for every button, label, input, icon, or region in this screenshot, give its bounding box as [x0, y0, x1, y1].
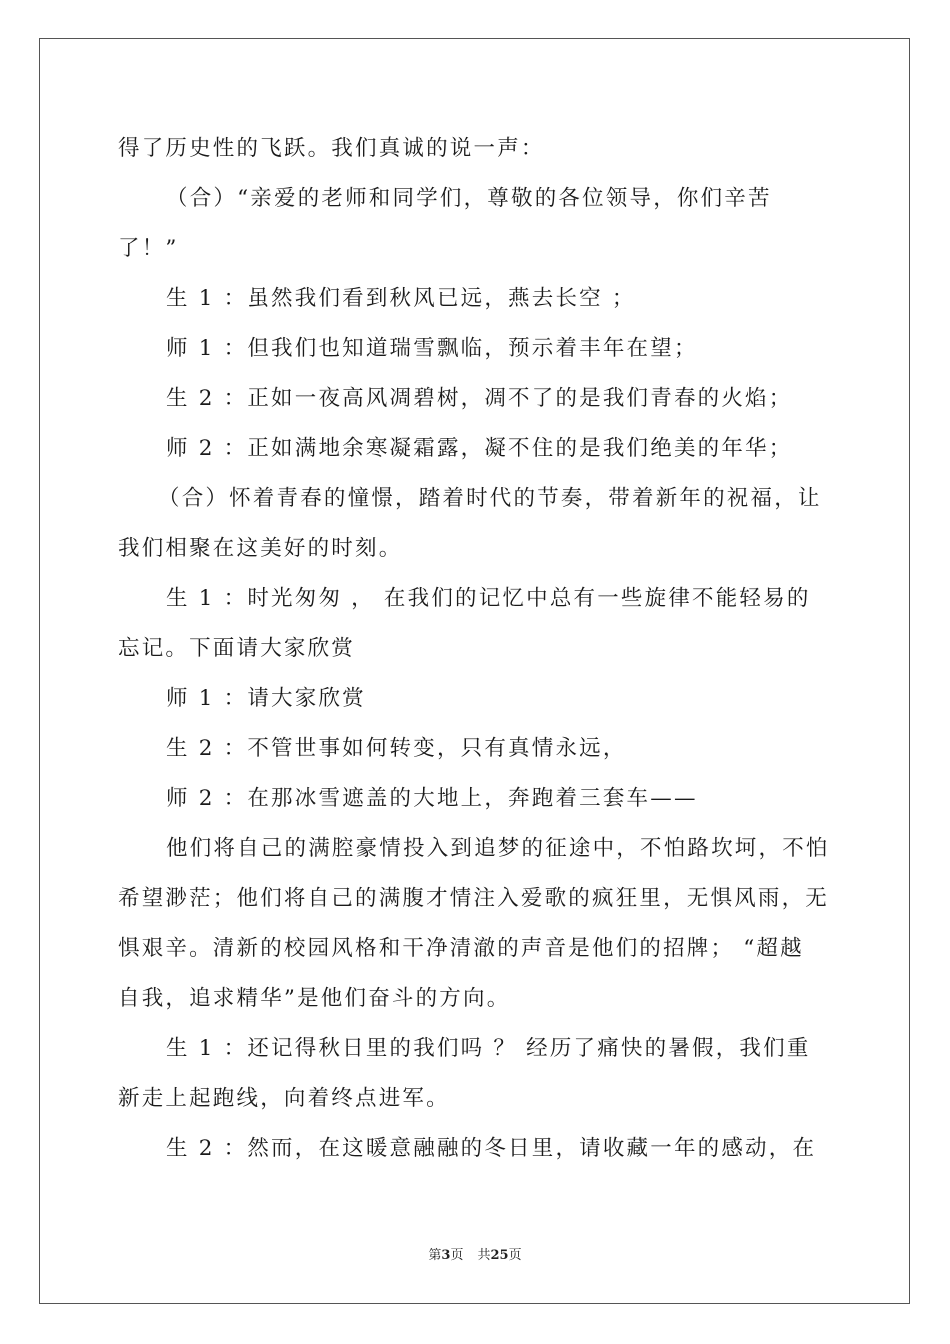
text-line: 得了历史性的飞跃。我们真诚的说一声： — [118, 136, 545, 161]
text-line: 了！” — [118, 236, 179, 261]
text-line: 忘记。下面请大家欣赏 — [118, 636, 356, 661]
document-body — [118, 124, 834, 1174]
page-number-prefix: 第 — [428, 1248, 442, 1263]
text-line: 希望渺茫；他们将自己的满腹才情注入爱歌的疯狂里，无惧风雨，无 — [118, 886, 830, 911]
text-line: 生 1 ：虽然我们看到秋风已远，燕去长空 ； — [166, 286, 636, 311]
text-line: （合）怀着青春的憧憬，踏着时代的节奏，带着新年的祝福，让 — [158, 486, 822, 511]
text-line: 惧艰辛。清新的校园风格和干净清澈的声音是他们的招牌； “超越 — [118, 936, 804, 961]
current-page-number: 3 — [441, 1248, 451, 1263]
page-footer — [0, 1244, 950, 1263]
total-page-count: 25 — [490, 1248, 509, 1263]
total-pages-prefix: 共 — [477, 1248, 491, 1263]
text-line: 生 2 ：不管世事如何转变，只有真情永远， — [166, 736, 627, 761]
text-line: 新走上起跑线，向着终点进军。 — [118, 1086, 450, 1111]
text-line: 他们将自己的满腔豪情投入到追梦的征途中，不怕路坎坷，不怕 — [166, 836, 830, 861]
text-line: 师 2 ：正如满地余寒凝霜露，凝不住的是我们绝美的年华； — [166, 436, 793, 461]
text-line: 生 1 ：时光匆匆 ， 在我们的记忆中总有一些旋律不能轻易的 — [166, 586, 811, 611]
text-line: 我们相聚在这美好的时刻。 — [118, 536, 403, 561]
text-line: 生 1 ：还记得秋日里的我们吗 ？ 经历了痛快的暑假，我们重 — [166, 1036, 811, 1061]
total-pages-suffix: 页 — [508, 1248, 522, 1263]
text-line: 生 2 ：然而，在这暖意融融的冬日里，请收藏一年的感动，在 — [166, 1136, 817, 1161]
text-line: 生 2 ：正如一夜高风凋碧树，凋不了的是我们青春的火焰； — [166, 386, 793, 411]
text-line: 师 1 ：请大家欣赏 — [166, 686, 366, 711]
text-line: （合）“亲爱的老师和同学们，尊敬的各位领导，你们辛苦 — [166, 186, 772, 211]
text-line: 自我，追求精华”是他们奋斗的方向。 — [118, 986, 511, 1011]
text-line: 师 1 ：但我们也知道瑞雪飘临，预示着丰年在望； — [166, 336, 698, 361]
text-line: 师 2 ：在那冰雪遮盖的大地上，奔跑着三套车—— — [166, 786, 698, 811]
page-number-suffix: 页 — [450, 1248, 464, 1263]
